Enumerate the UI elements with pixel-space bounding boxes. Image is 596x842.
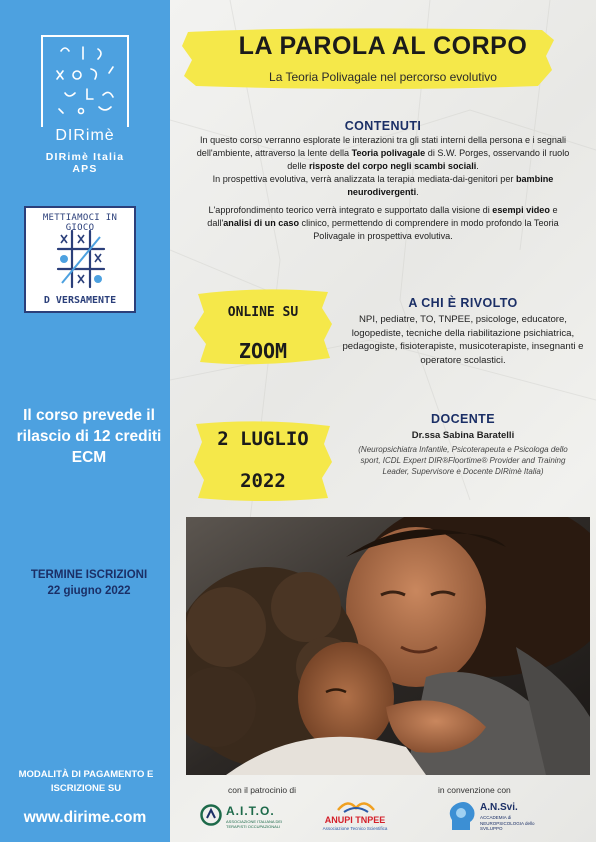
date-day-label: 2 LUGLIO <box>217 428 309 450</box>
zoom-label: ZOOM <box>238 339 288 363</box>
website-link[interactable]: www.dirime.com <box>23 809 147 826</box>
tic-tac-toe-icon <box>54 227 108 291</box>
deadline-date: 22 giugno 2022 <box>47 585 131 597</box>
ansvi-logo <box>446 798 556 836</box>
ansvi-subtitle: ACCADEMIA di NEUROPSICOLOGIA dello SVILUPPO <box>480 815 535 831</box>
dirime-logo <box>41 35 129 175</box>
hug-photo-illustration <box>186 517 590 775</box>
deadline-block <box>14 567 164 599</box>
page-title: LA PAROLA AL CORPO <box>238 32 528 60</box>
date-year-label: 2022 <box>240 470 286 492</box>
anupi-wings-icon <box>336 798 376 814</box>
docente-name: Dr.ssa Sabina Baratelli <box>411 430 515 441</box>
diversamente-logo-bottom: D VERSAMENTE <box>43 295 117 306</box>
contenuti-text <box>188 134 578 243</box>
rivolto-text: NPI, pediatre, TO, TNPEE, psicologe, educatore, logopediste, tecniche della riabilitazione psichiatrica, pedagogiste, fisioterapiste, musicoterapiste, insegnanti e operatore scolastici. <box>342 314 584 366</box>
dirime-logo-box <box>41 35 129 140</box>
convenzione-label: in convenzione con <box>438 785 511 795</box>
anupi-logo <box>310 798 400 836</box>
page-subtitle: La Teoria Polivagale nel percorso evolutivo <box>269 70 497 84</box>
dirime-doodle-icon <box>43 37 127 125</box>
aito-emblem-icon <box>200 804 222 826</box>
contenuti-paragraph-2: In prospettiva evolutiva, verrà analizzata la terapia mediata-dai-genitori per bambine neurodivergenti. <box>212 174 554 197</box>
anupi-subtitle: Associazione Tecnico Scientifica <box>322 826 388 831</box>
rivolto-heading: A CHI È RIVOLTO <box>408 296 518 310</box>
ansvi-name: A.N.Svi. <box>480 802 518 813</box>
aito-name: A.I.T.O. <box>226 804 275 818</box>
aito-logo <box>200 800 292 836</box>
contenuti-paragraph-1: In questo corso verranno esplorate le interazioni tra gli stati interni della persona e i segnali dell'ambiente, attraverso la lente della Teoria polivagale di S.W. Porges, osservando il ruolo delle risposte del corpo negli scambi sociali. <box>196 135 570 171</box>
dirime-logo-subtitle: DIRimè Italia APS <box>45 151 125 175</box>
diversamente-logo <box>24 206 136 313</box>
patrocinio-label: con il patrocinio di <box>228 785 297 795</box>
ansvi-head-icon <box>446 800 476 832</box>
aito-subtitle: ASSOCIAZIONE ITALIANA DEI TERAPISTI OCCUPAZIONALI <box>226 819 283 829</box>
hug-photo <box>186 517 590 775</box>
deadline-label: TERMINE ISCRIZIONI <box>30 569 148 581</box>
dirime-logo-word: DIRimè <box>41 127 129 145</box>
docente-heading: DOCENTE <box>431 412 495 426</box>
diversamente-logo-top: METTIAMOCI IN GIOCO <box>42 213 118 233</box>
contenuti-paragraph-3: L'approfondimento teorico verrà integrato e supportato dalla visione di esempi video e dall'analisi di un caso clinico, permettendo di comprendere in modo profondo la Teoria Polivagale in prospettiva evolutiva. <box>207 205 559 241</box>
main-content <box>170 0 596 842</box>
anupi-name: ANUPI TNPEE <box>324 815 386 825</box>
docente-description: (Neuropsichiatra Infantile, Psicoterapeuta e Psicologa dello sport, ICDL Expert DIR®Floortime® Provider and Training Leader, Supervisore e Docente DIRimè Italia) <box>358 445 568 476</box>
sidebar <box>0 0 170 842</box>
online-label: ONLINE SU <box>227 305 299 320</box>
ecm-credits-text: Il corso prevede il rilascio di 12 crediti ECM <box>16 407 162 466</box>
payment-label: MODALITÀ DI PAGAMENTO E ISCRIZIONE SU <box>18 769 154 794</box>
contenuti-heading: CONTENUTI <box>344 119 422 133</box>
